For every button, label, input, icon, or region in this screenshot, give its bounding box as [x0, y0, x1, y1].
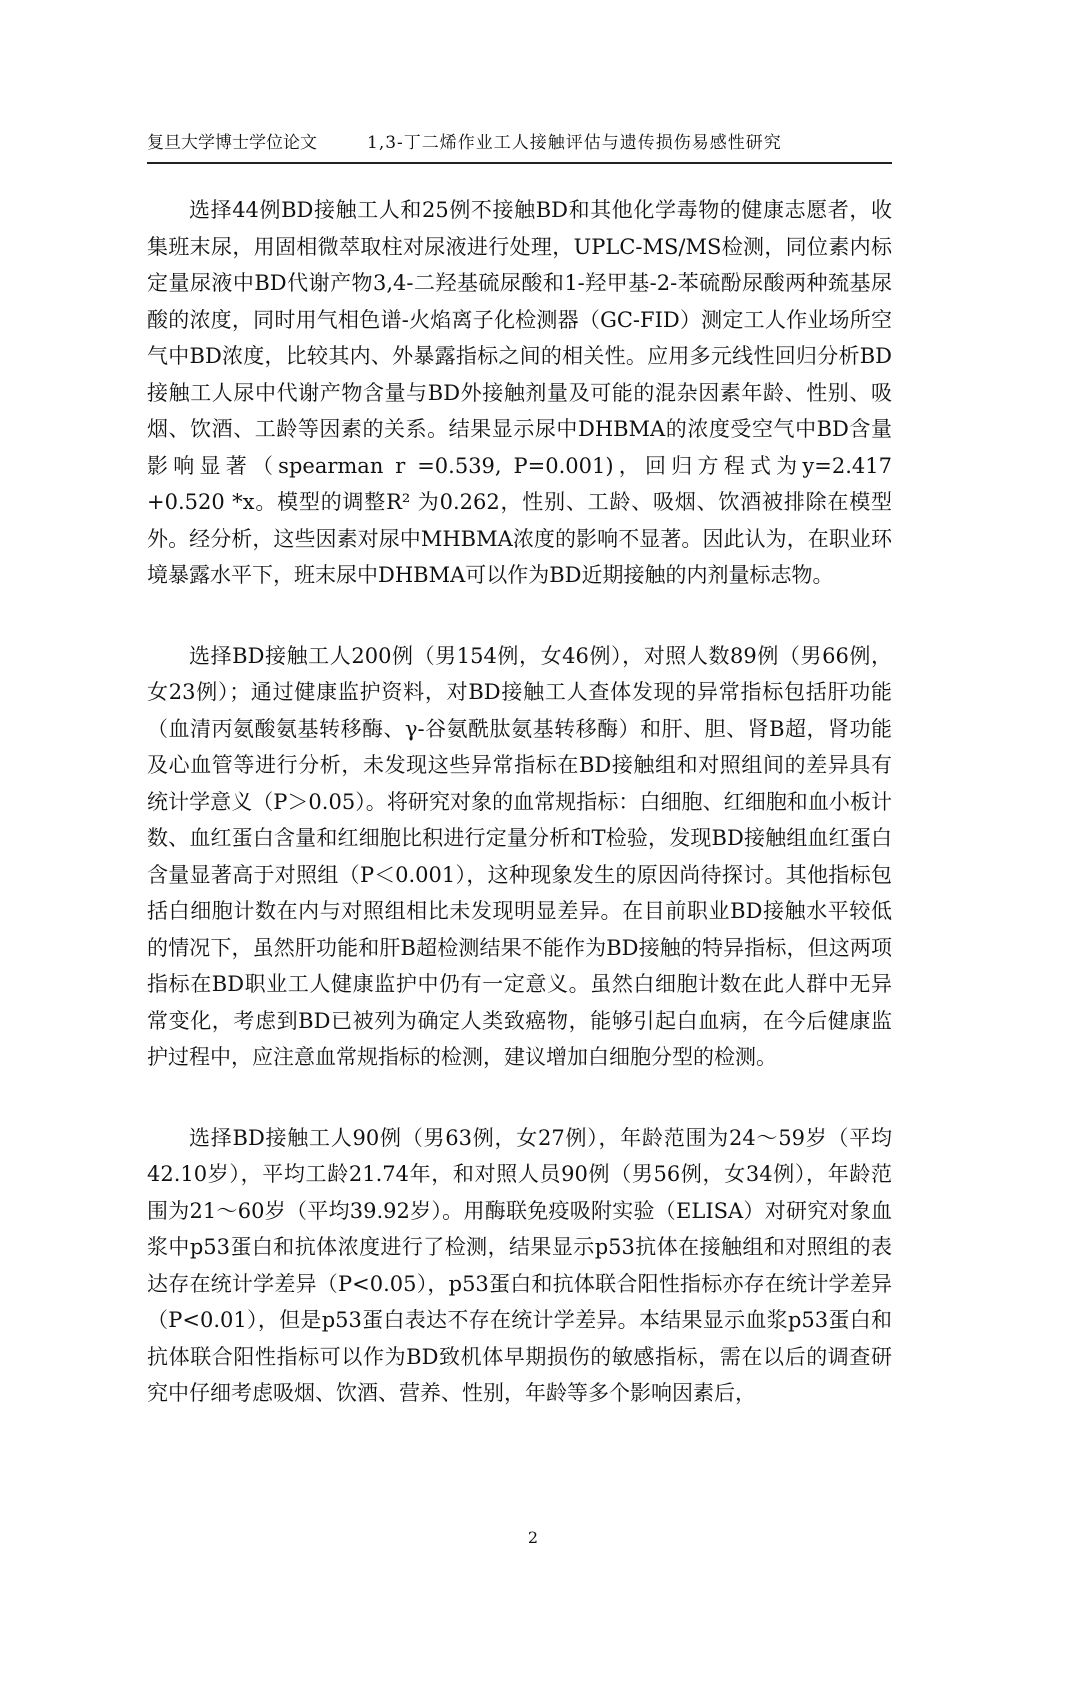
paragraph-1: 选择44例BD接触工人和25例不接触BD和其他化学毒物的健康志愿者，收集班末尿，用固相微萃取柱对尿液进行处理，UPLC-MS/MS检测，同位素内标定量尿液中BD代谢产物3,4-二羟基硫尿酸和1-羟甲基-2-苯硫酚尿酸两种巯基尿酸的浓度，同时用气相色谱-火焰离子化检测器（GC-FID）测定工人作业场所空气中BD浓度，比较其内、外暴露指标之间的相关性。应用多元线性回归分析BD接触工人尿中代谢产物含量与BD外接触剂量及可能的混杂因素年龄、性别、吸烟、饮酒、工龄等因素的关系。结果显示尿中DHBMA的浓度受空气中BD含量影响显著（spearman r =0.539, P=0.001)，回归方程式为y=2.417 +0.520 *x。模型的调整R² 为0.262，性别、工龄、吸烟、饮酒被排除在模型外。经分析，这些因素对尿中MHBMA浓度的影响不显著。因此认为，在职业环境暴露水平下，班末尿中DHBMA可以作为BD近期接触的内剂量标志物。 — [147, 198, 892, 587]
header-thesis-title: 1,3-丁二烯作业工人接触评估与遗传损伤易感性研究 — [367, 133, 782, 153]
header-rule — [147, 162, 892, 164]
running-header — [147, 130, 892, 160]
paragraph-3: 选择BD接触工人90例（男63例，女27例），年龄范围为24～59岁（平均42.10岁），平均工龄21.74年，和对照人员90例（男56例，女34例），年龄范围为21～60岁（平均39.92岁）。用酶联免疫吸附实验（ELISA）对研究对象血浆中p53蛋白和抗体浓度进行了检测，结果显示p53抗体在接触组和对照组的表达存在统计学差异（P<0.05），p53蛋白和抗体联合阳性指标亦存在统计学差异（P<0.01），但是p53蛋白表达不存在统计学差异。本结果显示血浆p53蛋白和抗体联合阳性指标可以作为BD致机体早期损伤的敏感指标，需在以后的调查研究中仔细考虑吸烟、饮酒、营养、性别，年龄等多个影响因素后， — [147, 1125, 892, 1405]
header-school: 复旦大学博士学位论文 — [147, 133, 317, 153]
paragraph-2: 选择BD接触工人200例（男154例，女46例），对照人数89例（男66例，女23例）；通过健康监护资料，对BD接触工人查体发现的异常指标包括肝功能（血清丙氨酸氨基转移酶、γ-谷氨酰肽氨基转移酶）和肝、胆、肾B超，肾功能及心血管等进行分析，未发现这些异常指标在BD接触组和对照组间的差异具有统计学意义（P＞0.05）。将研究对象的血常规指标：白细胞、红细胞和血小板计数、血红蛋白含量和红细胞比积进行定量分析和T检验，发现BD接触组血红蛋白含量显著高于对照组（P＜0.001），这种现象发生的原因尚待探讨。其他指标包括白细胞计数在内与对照组相比未发现明显差异。在目前职业BD接触水平较低的情况下，虽然肝功能和肝B超检测结果不能作为BD接触的特异指标，但这两项指标在BD职业工人健康监护中仍有一定意义。虽然白细胞计数在此人群中无异常变化，考虑到BD已被列为确定人类致癌物，能够引起白血病，在今后健康监护过程中，应注意血常规指标的检测，建议增加白细胞分型的检测。 — [147, 643, 892, 1069]
page-number: 2 — [527, 1528, 539, 1547]
body-text — [147, 192, 892, 1456]
